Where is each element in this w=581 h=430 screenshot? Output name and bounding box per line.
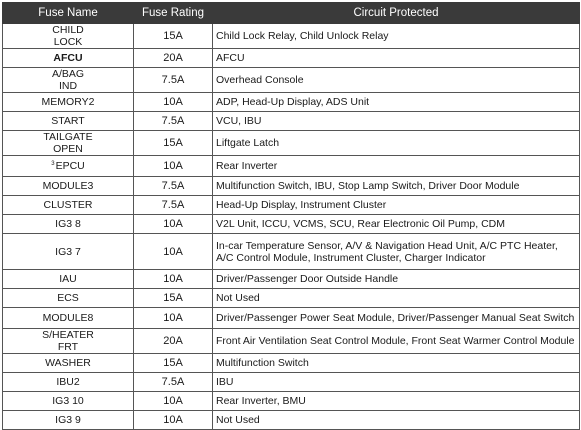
circuit-protected-cell: IBU: [213, 373, 580, 392]
circuit-protected-cell: Not Used: [213, 411, 580, 430]
table-row: [3, 289, 580, 308]
circuit-protected-cell: Overhead Console: [213, 68, 580, 93]
fuse-name-text: EPCU: [55, 160, 85, 172]
circuit-protected-cell: Driver/Passenger Power Seat Module, Driver/Passenger Manual Seat Switch: [213, 308, 580, 329]
fuse-name-text: S/HEATER: [42, 329, 94, 341]
fuse-name-text: FRT: [57, 341, 79, 353]
table-row: [3, 131, 580, 156]
fuse-table: [2, 2, 580, 430]
fuse-name-cell: [3, 392, 134, 411]
fuse-rating-cell: 10A: [134, 392, 213, 411]
table-row: [3, 392, 580, 411]
circuit-protected-cell: AFCU: [213, 49, 580, 68]
table-row: [3, 329, 580, 354]
fuse-name-cell: [3, 215, 134, 234]
fuse-name-cell: [3, 131, 134, 156]
table-row: [3, 308, 580, 329]
table-row: [3, 234, 580, 270]
table-row: [3, 373, 580, 392]
table-row: [3, 177, 580, 196]
table-row: [3, 156, 580, 177]
fuse-rating-cell: 15A: [134, 24, 213, 49]
fuse-name-cell: [3, 329, 134, 354]
fuse-rating-cell: 15A: [134, 289, 213, 308]
fuse-rating-cell: 15A: [134, 131, 213, 156]
header-fuse-name: Fuse Name: [3, 3, 134, 24]
fuse-rating-cell: 20A: [134, 49, 213, 68]
fuse-name-text: A/BAG: [51, 68, 85, 80]
fuse-rating-cell: 15A: [134, 354, 213, 373]
fuse-rating-cell: 10A: [134, 270, 213, 289]
table-row: [3, 68, 580, 93]
table-row: [3, 112, 580, 131]
circuit-protected-cell: ADP, Head-Up Display, ADS Unit: [213, 93, 580, 112]
fuse-rating-cell: 7.5A: [134, 112, 213, 131]
fuse-name-cell: [3, 177, 134, 196]
table-row: [3, 49, 580, 68]
circuit-protected-cell: Driver/Passenger Door Outside Handle: [213, 270, 580, 289]
fuse-name-cell: [3, 308, 134, 329]
header-row: [3, 3, 580, 24]
table-row: [3, 24, 580, 49]
fuse-name-superscript: 3: [51, 161, 55, 167]
fuse-name-cell: [3, 93, 134, 112]
fuse-name-cell: [3, 289, 134, 308]
table-row: [3, 196, 580, 215]
fuse-rating-cell: 10A: [134, 308, 213, 329]
fuse-name-text: IBU2: [56, 376, 80, 388]
fuse-name-cell: [3, 234, 134, 270]
fuse-rating-cell: 20A: [134, 329, 213, 354]
fuse-name-text: CHILD: [52, 24, 84, 36]
fuse-name-text: IG3 8: [55, 218, 81, 230]
circuit-protected-cell: Head-Up Display, Instrument Cluster: [213, 196, 580, 215]
fuse-name-text: IND: [58, 80, 78, 92]
fuse-name-text: START: [51, 115, 85, 127]
fuse-name-text: IAU: [59, 273, 77, 285]
fuse-name-cell: [3, 156, 134, 177]
fuse-name-cell: [3, 354, 134, 373]
circuit-protected-cell: Multifunction Switch, IBU, Stop Lamp Switch, Driver Door Module: [213, 177, 580, 196]
fuse-name-cell: [3, 270, 134, 289]
circuit-protected-cell: V2L Unit, ICCU, VCMS, SCU, Rear Electronic Oil Pump, CDM: [213, 215, 580, 234]
fuse-name-cell: [3, 112, 134, 131]
fuse-rating-cell: 10A: [134, 156, 213, 177]
fuse-name-text: OPEN: [53, 143, 83, 155]
header-fuse-rating: Fuse Rating: [134, 3, 213, 24]
fuse-name-cell: [3, 49, 134, 68]
table-row: [3, 93, 580, 112]
fuse-name-text: IG3 7: [55, 245, 81, 258]
fuse-name-text: MODULE3: [42, 180, 94, 192]
fuse-name-cell: [3, 373, 134, 392]
fuse-name-cell: [3, 68, 134, 93]
fuse-name-text: MODULE8: [42, 312, 94, 324]
header-circuit-protected: Circuit Protected: [213, 3, 580, 24]
fuse-name-text: WASHER: [45, 357, 91, 369]
fuse-name-cell: [3, 411, 134, 430]
fuse-name-text: ECS: [57, 292, 79, 304]
circuit-protected-cell: In-car Temperature Sensor, A/V & Navigation Head Unit, A/C PTC Heater, A/C Control Module, Instrument Cluster, Charger Indicator: [213, 234, 580, 270]
circuit-protected-cell: Rear Inverter: [213, 156, 580, 177]
fuse-rating-cell: 7.5A: [134, 373, 213, 392]
fuse-name-text: CLUSTER: [43, 199, 93, 211]
fuse-rating-cell: 10A: [134, 215, 213, 234]
fuse-rating-cell: 7.5A: [134, 177, 213, 196]
table-row: [3, 354, 580, 373]
circuit-protected-cell: Rear Inverter, BMU: [213, 392, 580, 411]
table-row: [3, 411, 580, 430]
fuse-table-body: [3, 24, 580, 430]
fuse-rating-cell: 7.5A: [134, 196, 213, 215]
circuit-protected-cell: Not Used: [213, 289, 580, 308]
fuse-name-text: IG3 9: [55, 414, 81, 426]
circuit-protected-cell: Multifunction Switch: [213, 354, 580, 373]
fuse-name-text: MEMORY2: [41, 96, 95, 108]
fuse-name-text: IG3 10: [52, 395, 84, 407]
table-row: [3, 215, 580, 234]
fuse-name-text: LOCK: [53, 36, 83, 48]
fuse-name-cell: [3, 24, 134, 49]
circuit-protected-cell: VCU, IBU: [213, 112, 580, 131]
fuse-rating-cell: 10A: [134, 234, 213, 270]
fuse-name-text: TAILGATE: [43, 131, 93, 143]
circuit-protected-cell: Liftgate Latch: [213, 131, 580, 156]
fuse-name-cell: [3, 196, 134, 215]
table-row: [3, 270, 580, 289]
fuse-rating-cell: 7.5A: [134, 68, 213, 93]
circuit-protected-cell: Front Air Ventilation Seat Control Module, Front Seat Warmer Control Module: [213, 329, 580, 354]
fuse-rating-cell: 10A: [134, 411, 213, 430]
circuit-protected-cell: Child Lock Relay, Child Unlock Relay: [213, 24, 580, 49]
fuse-name-text: AFCU: [53, 52, 83, 64]
fuse-rating-cell: 10A: [134, 93, 213, 112]
